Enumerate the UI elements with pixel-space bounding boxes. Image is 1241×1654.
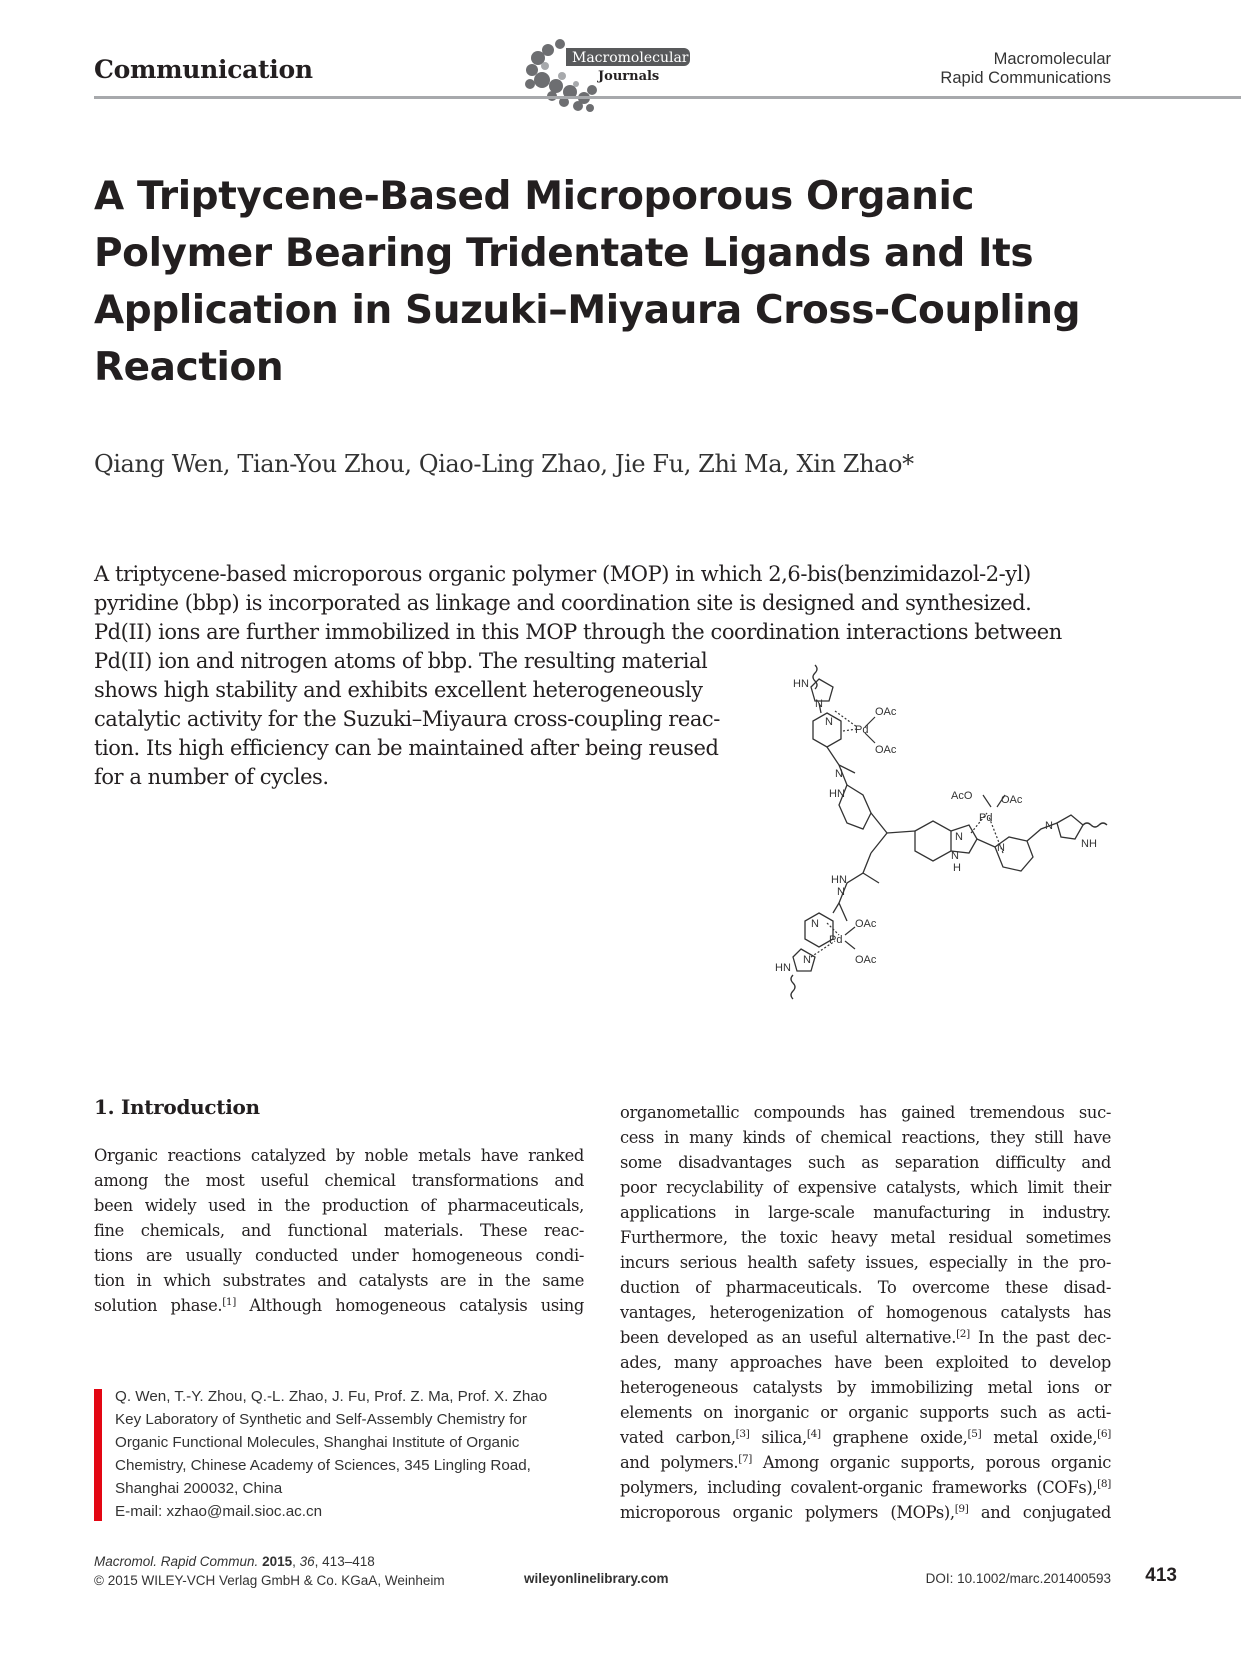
body-line: cess in many kinds of chemical reactions, they still have	[620, 1128, 1111, 1147]
label-n: N	[951, 850, 959, 862]
abstract-line: shows high stability and exhibits excellent heterogeneously	[94, 678, 703, 702]
body-line: poor recyclability of expensive catalysts, which limit their	[620, 1178, 1111, 1197]
body-line: organometallic compounds has gained tremendous suc-	[620, 1103, 1111, 1122]
label-n: N	[835, 768, 843, 780]
citation-ref[interactable]: [7]	[738, 1453, 753, 1465]
journal-name	[940, 50, 1111, 88]
body-line: been developed as an useful alternative.[2] In the past dec-	[620, 1328, 1111, 1347]
body-line: microporous organic polymers (MOPs),[9] and conjugated	[620, 1503, 1111, 1522]
journal-name-line-2: Rapid Communications	[940, 69, 1111, 87]
citation-ref[interactable]: [6]	[1097, 1428, 1111, 1440]
body-line: fine chemicals, and functional materials. These reac-	[94, 1221, 584, 1240]
citation-ref[interactable]: [1]	[222, 1296, 237, 1308]
citation-ref[interactable]: [3]	[735, 1428, 750, 1440]
affiliation-line: Chemistry, Chinese Academy of Sciences, 345 Lingling Road,	[115, 1457, 531, 1474]
label-oac: OAc	[875, 744, 897, 756]
abstract-line: tion. Its high efficiency can be maintained after being reused	[94, 736, 719, 760]
body-line: and polymers.[7] Among organic supports, porous organic	[620, 1453, 1111, 1472]
label-hn: HN	[831, 874, 847, 886]
affiliation-line: Q. Wen, T.-Y. Zhou, Q.-L. Zhao, J. Fu, Prof. Z. Ma, Prof. X. Zhao	[115, 1388, 548, 1405]
citation-ref[interactable]: [2]	[956, 1328, 970, 1340]
label-hn: HN	[829, 788, 845, 800]
footer-citation-line: Macromol. Rapid Commun. 2015, 36, 413–418	[94, 1554, 375, 1569]
body-line: some disadvantages such as separation difficulty and	[620, 1153, 1111, 1172]
header-rule	[94, 96, 1241, 99]
body-column-right	[620, 1100, 1111, 1525]
label-hn: HN	[775, 962, 791, 974]
body-line: heterogeneous catalysts by immobilizing metal ions or	[620, 1378, 1111, 1397]
body-line: elements on inorganic or organic supports such as acti-	[620, 1403, 1111, 1422]
title-line: Reaction	[94, 345, 284, 390]
logo-text-journals: Journals	[598, 69, 660, 84]
label-oac: OAc	[855, 954, 877, 966]
label-n: N	[955, 831, 963, 843]
abstract-line: catalytic activity for the Suzuki–Miyaura cross-coupling reac-	[94, 707, 720, 731]
citation-ref[interactable]: [9]	[954, 1503, 969, 1515]
abstract-line: A triptycene-based microporous organic polymer (MOP) in which 2,6-bis(benzimidazol-2-yl)	[94, 562, 1031, 586]
citation-ref[interactable]: [4]	[806, 1428, 821, 1440]
chemical-structure-figure	[775, 657, 1120, 1037]
body-line: applications in large-scale manufacturing in industry.	[620, 1203, 1111, 1222]
affiliation	[115, 1385, 585, 1523]
author-list: Qiang Wen, Tian-You Zhou, Qiao-Ling Zhao, Jie Fu, Zhi Ma, Xin Zhao*	[94, 450, 914, 478]
body-line: Organic reactions catalyzed by noble metals have ranked	[94, 1146, 584, 1165]
body-line: among the most useful chemical transformations and	[94, 1171, 584, 1190]
body-line: vantages, heterogenization of homogenous catalysts has	[620, 1303, 1111, 1322]
label-oac: OAc	[1001, 794, 1023, 806]
affiliation-email[interactable]: E-mail: xzhao@mail.sioc.ac.cn	[115, 1503, 323, 1520]
page-number: 413	[1145, 1565, 1177, 1586]
body-line: Furthermore, the toxic heavy metal residual sometimes	[620, 1228, 1111, 1247]
label-hn: HN	[793, 678, 809, 690]
footer-copyright: © 2015 WILEY-VCH Verlag GmbH & Co. KGaA, Weinheim	[94, 1573, 445, 1588]
logo-text-macromolecular: Macromolecular	[572, 50, 689, 66]
footer-citation	[94, 1552, 445, 1590]
body-line: incurs serious health safety issues, especially in the pro-	[620, 1253, 1111, 1272]
body-line: been widely used in the production of pharmaceuticals,	[94, 1196, 584, 1215]
affiliation-line: Organic Functional Molecules, Shanghai Institute of Organic	[115, 1434, 520, 1451]
abstract-line: pyridine (bbp) is incorporated as linkage and coordination site is designed and synthesized.	[94, 591, 1032, 615]
affiliation-line: Key Laboratory of Synthetic and Self-Assembly Chemistry for	[115, 1411, 527, 1428]
title-line: Polymer Bearing Tridentate Ligands and Its	[94, 231, 1034, 276]
body-line: ades, many approaches have been exploited to develop	[620, 1353, 1111, 1372]
body-line: tions are usually conducted under homogeneous condi-	[94, 1246, 584, 1265]
body-line: solution phase.[1] Although homogeneous catalysis using	[94, 1296, 584, 1315]
body-line: duction of pharmaceuticals. To overcome these disad-	[620, 1278, 1111, 1297]
label-h: H	[953, 862, 961, 874]
label-nh: NH	[1081, 838, 1097, 850]
body-line: tion in which substrates and catalysts are in the same	[94, 1271, 584, 1290]
label-n: N	[1045, 820, 1053, 832]
title-line: A Triptycene-Based Microporous Organic	[94, 174, 975, 219]
citation-ref[interactable]: [8]	[1097, 1478, 1111, 1490]
label-n: N	[803, 954, 811, 966]
citation-ref[interactable]: [5]	[967, 1428, 982, 1440]
body-line: vated carbon,[3] silica,[4] graphene oxide,[5] metal oxide,[6]	[620, 1428, 1111, 1447]
label-oac: OAc	[875, 706, 897, 718]
abstract-line: for a number of cycles.	[94, 765, 329, 789]
abstract-line: Pd(II) ion and nitrogen atoms of bbp. The resulting material	[94, 649, 708, 673]
affiliation-line: Shanghai 200032, China	[115, 1480, 283, 1497]
label-n: N	[811, 918, 819, 930]
label-pd: Pd	[855, 724, 869, 736]
footer-site-link[interactable]: wileyonlinelibrary.com	[524, 1571, 669, 1586]
section-heading-introduction: 1. Introduction	[94, 1095, 260, 1119]
journal-logo	[518, 36, 698, 116]
abstract-line: Pd(II) ions are further immobilized in this MOP through the coordination interactions between	[94, 620, 1062, 644]
affiliation-accent-bar	[94, 1389, 102, 1521]
label-oac: OAc	[855, 918, 877, 930]
journal-name-line-1: Macromolecular	[993, 50, 1111, 68]
label-pd: Pd	[829, 934, 843, 946]
section-label: Communication	[94, 55, 313, 84]
body-column-left	[94, 1143, 584, 1318]
label-pd: Pd	[979, 812, 993, 824]
label-n: N	[825, 716, 833, 728]
label-n: N	[997, 842, 1005, 854]
title-line: Application in Suzuki–Miyaura Cross-Coupling	[94, 288, 1081, 333]
label-n: N	[815, 698, 823, 710]
label-n: N	[837, 886, 845, 898]
label-aco: AcO	[951, 790, 973, 802]
article-title	[94, 168, 1134, 396]
body-line: polymers, including covalent-organic frameworks (COFs),[8]	[620, 1478, 1111, 1497]
footer-doi[interactable]: DOI: 10.1002/marc.201400593	[925, 1571, 1111, 1586]
